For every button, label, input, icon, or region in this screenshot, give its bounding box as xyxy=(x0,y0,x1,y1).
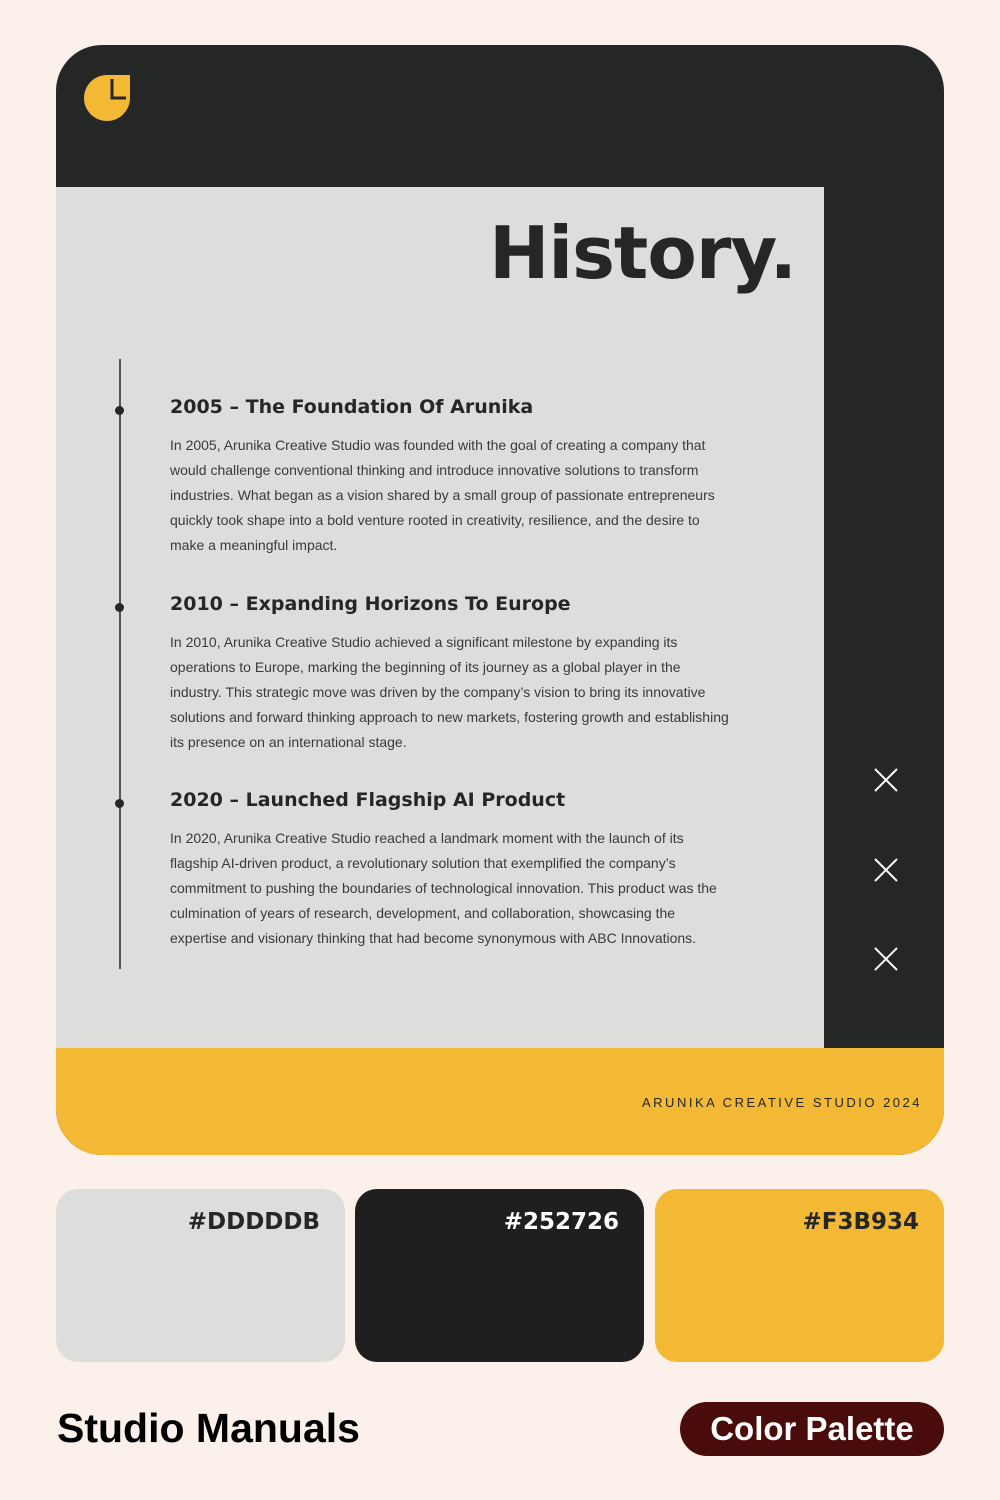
color-swatch xyxy=(355,1189,644,1362)
footer-text: ARUNIKA CREATIVE STUDIO 2024 xyxy=(642,1095,922,1110)
timeline-entry xyxy=(170,393,730,558)
footer-band xyxy=(56,1048,944,1155)
swatch-hex: #F3B934 xyxy=(802,1209,919,1235)
timeline-heading: 2010 – Expanding Horizons To Europe xyxy=(170,593,571,615)
timeline-entry xyxy=(170,590,730,755)
timeline-body: In 2005, Arunika Creative Studio was founded with the goal of creating a company that would challenge conventional thinking and introduce innovative solutions to transform industries. What began as a vision shared by a small group of passionate entrepreneurs quickly took shape into a bold venture rooted in creativity, resilience, and the desire to make a meaningful impact. xyxy=(170,437,715,553)
timeline-dot xyxy=(115,603,124,612)
timeline-dot xyxy=(115,799,124,808)
logo-icon xyxy=(84,75,130,121)
color-swatch xyxy=(655,1189,944,1362)
timeline-body: In 2010, Arunika Creative Studio achieved a significant milestone by expanding its operations to Europe, marking the beginning of its journey as a global player in the industry. This strategic move was driven by the company’s vision to bring its innovative solutions and forward thinking approach to new markets, fostering growth and establishing its presence on an international stage. xyxy=(170,634,729,750)
timeline-body: In 2020, Arunika Creative Studio reached a landmark moment with the launch of its flagship AI-driven product, a revolutionary solution that exemplified the company’s commitment to pushing the boundaries of technological innovation. This product was the culmination of years of research, development, and collaboration, showcasing the expertise and visionary thinking that had become synonymous with ABC Innovations. xyxy=(170,830,717,946)
brand-name: Studio Manuals xyxy=(57,1405,360,1451)
timeline-dot xyxy=(115,406,124,415)
swatch-hex: #DDDDDB xyxy=(187,1209,320,1235)
timeline-heading: 2020 – Launched Flagship AI Product xyxy=(170,789,566,811)
timeline-heading: 2005 – The Foundation Of Arunika xyxy=(170,396,534,418)
color-palette-badge: Color Palette xyxy=(680,1402,944,1456)
close-icon xyxy=(873,767,899,793)
close-icon xyxy=(873,946,899,972)
page-title: History. xyxy=(489,211,796,295)
content-panel xyxy=(56,187,824,1049)
close-icon xyxy=(873,857,899,883)
swatch-hex: #252726 xyxy=(503,1209,619,1235)
timeline-line xyxy=(119,359,121,969)
history-page-card xyxy=(56,45,944,1155)
timeline-entry xyxy=(170,786,730,951)
color-swatch xyxy=(56,1189,345,1362)
